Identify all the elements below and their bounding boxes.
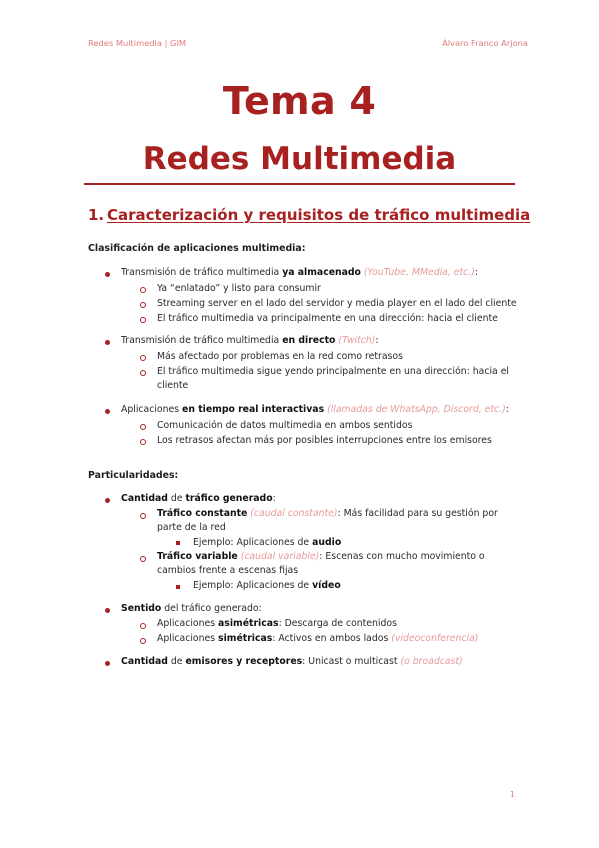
list-subsubitem: Ejemplo: Aplicaciones de audio — [193, 537, 342, 548]
page-subtitle: Redes Multimedia — [142, 141, 457, 177]
bullet-icon — [105, 272, 110, 277]
list-subitem: Streaming server en el lado del servidor y media player en el lado del cliente — [157, 298, 517, 309]
list-item: Cantidad de emisores y receptores: Unicast o multicast (o broadcast) — [121, 656, 463, 667]
circle-bullet-icon — [140, 302, 146, 308]
list-subitem-continuation: cliente — [157, 380, 189, 391]
list-subitem: Aplicaciones asimétricas: Descarga de contenidos — [157, 618, 397, 629]
list-subitem: Más afectado por problemas en la red como retrasos — [157, 351, 403, 362]
list-subitem: Tráfico constante (caudal constante): Más facilidad para su gestión por — [157, 508, 498, 519]
list-item: Aplicaciones en tiempo real interactivas (llamadas de WhatsApp, Discord, etc.): — [121, 404, 509, 415]
clasificacion-heading: Clasificación de aplicaciones multimedia: — [88, 243, 306, 254]
list-item: Sentido del tráfico generado: — [121, 603, 262, 614]
section-number: 1. — [88, 206, 105, 224]
header-author: Álvaro Franco Arjona — [442, 38, 528, 48]
bullet-icon — [105, 608, 110, 613]
list-item: Cantidad de tráfico generado: — [121, 493, 276, 504]
page-title: Tema 4 — [222, 79, 377, 123]
circle-bullet-icon — [140, 287, 146, 293]
circle-bullet-icon — [140, 623, 146, 629]
list-subitem: Tráfico variable (caudal variable): Escenas con mucho movimiento o — [157, 551, 485, 562]
list-subitem: El tráfico multimedia sigue yendo principalmente en una dirección: hacia el — [157, 366, 510, 377]
list-subitem-continuation: parte de la red — [157, 522, 226, 533]
page-number: 1 — [510, 790, 515, 799]
square-bullet-icon — [176, 585, 180, 589]
circle-bullet-icon — [140, 317, 146, 323]
list-subitem: Aplicaciones simétricas: Activos en ambos lados (videoconferencia) — [157, 633, 479, 644]
particularidades-heading: Particularidades: — [88, 470, 179, 481]
circle-bullet-icon — [140, 513, 146, 519]
list-subitem: Ya “enlatado” y listo para consumir — [157, 283, 321, 294]
list-item: Transmisión de tráfico multimedia en directo (Twitch): — [121, 335, 379, 346]
list-subitem-continuation: cambios frente a escenas fijas — [157, 565, 299, 576]
list-subitem: El tráfico multimedia va principalmente en una dirección: hacia el cliente — [157, 313, 498, 324]
bullet-icon — [105, 498, 110, 503]
circle-bullet-icon — [140, 370, 146, 376]
bullet-icon — [105, 409, 110, 414]
section-title: Caracterización y requisitos de tráfico multimedia — [107, 206, 531, 224]
circle-bullet-icon — [140, 556, 146, 562]
bullet-icon — [105, 661, 110, 666]
list-subitem: Los retrasos afectan más por posibles interrupciones entre los emisores — [157, 435, 492, 446]
list-subitem: Comunicación de datos multimedia en ambos sentidos — [157, 420, 413, 431]
square-bullet-icon — [176, 541, 180, 545]
circle-bullet-icon — [140, 355, 146, 361]
list-subsubitem: Ejemplo: Aplicaciones de vídeo — [193, 580, 341, 591]
bullet-icon — [105, 340, 110, 345]
circle-bullet-icon — [140, 439, 146, 445]
header-course: Redes Multimedia | GIM — [88, 38, 187, 48]
circle-bullet-icon — [140, 638, 146, 644]
circle-bullet-icon — [140, 424, 146, 430]
list-item: Transmisión de tráfico multimedia ya almacenado (YouTube, MMedia, etc.): — [121, 267, 478, 278]
